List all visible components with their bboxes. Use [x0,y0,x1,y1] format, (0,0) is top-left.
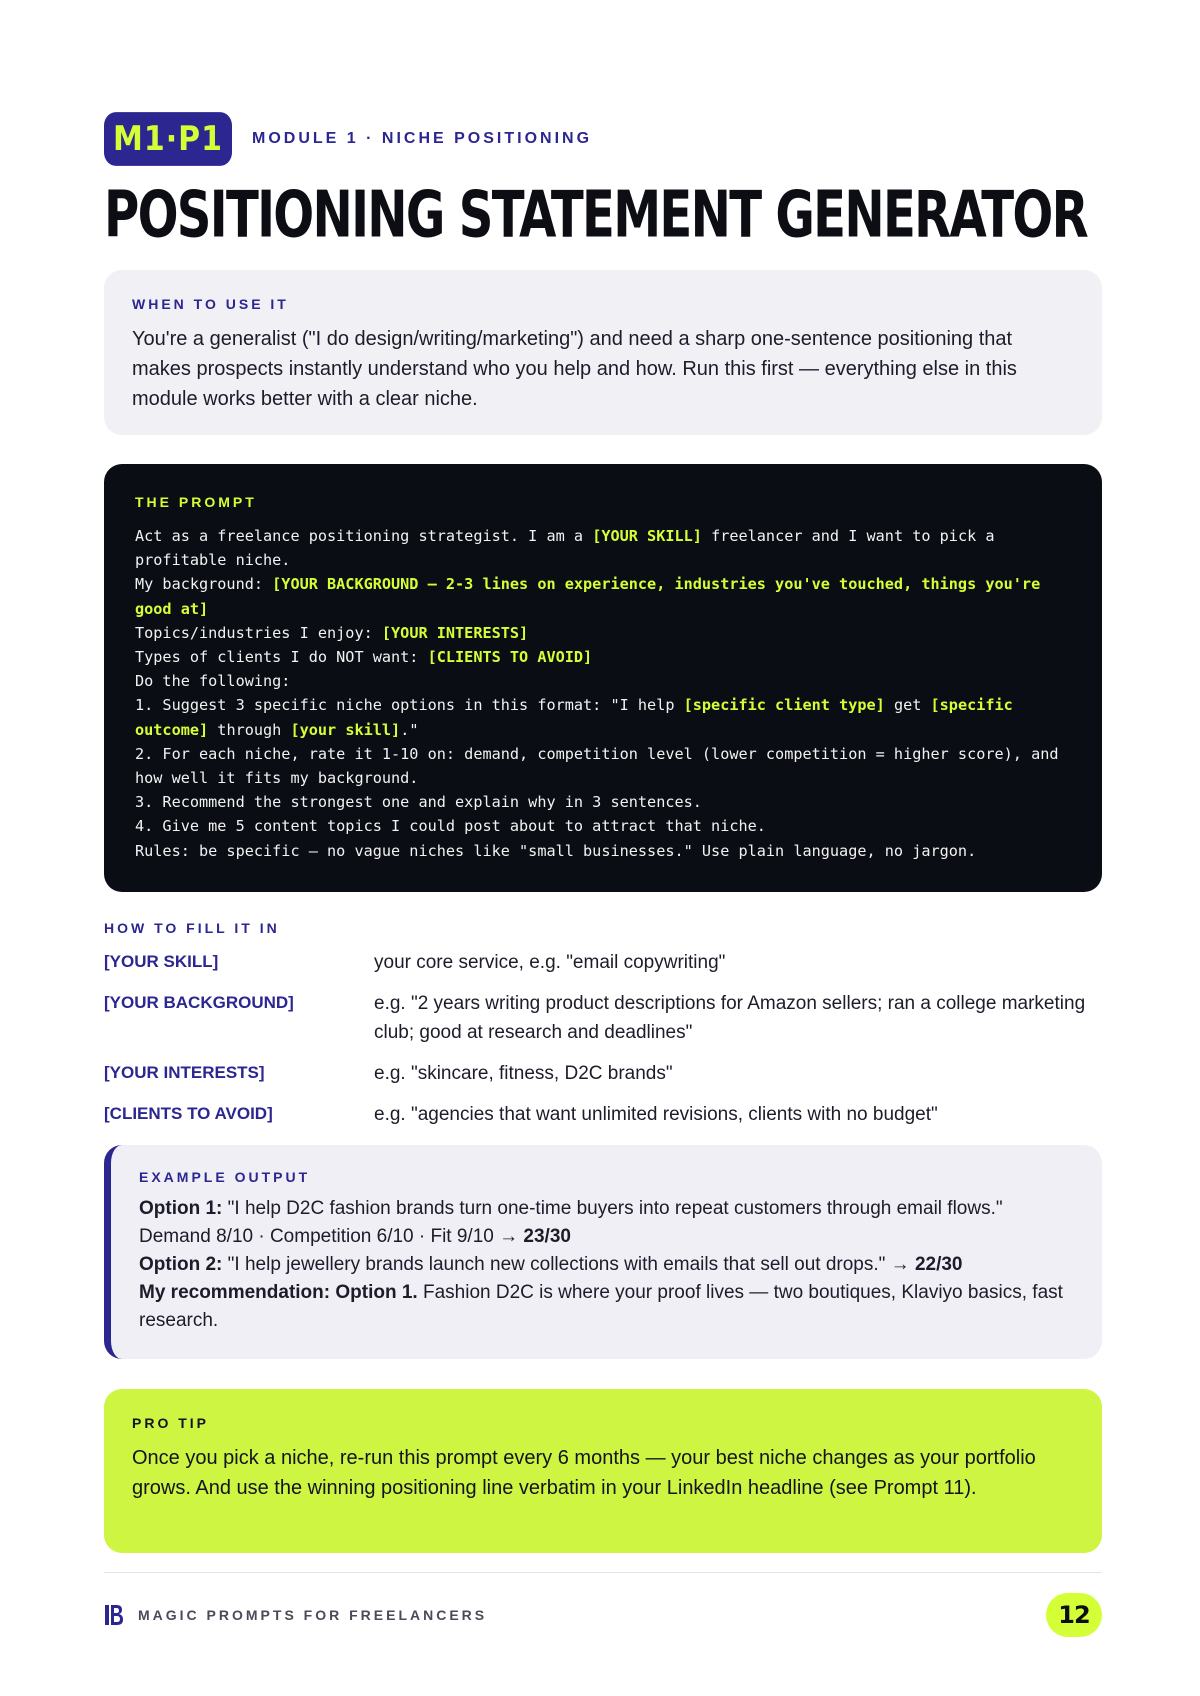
prompt-card [104,464,1102,892]
prompt-line [135,669,1071,693]
option-1-text: "I help D2C fashion brands turn one-time buyers into repeat customers through email flows." [222,1198,1003,1219]
prompt-line [135,621,1071,645]
prompt-text: Act as a freelance positioning strategist. I am a [135,527,593,545]
prompt-line [135,693,1071,741]
page-title: POSITIONING STATEMENT GENERATOR [104,178,1088,253]
prompt-text: 1. Suggest 3 specific niche options in this format: "I help [135,696,684,715]
option-2-label: Option 2: [139,1254,223,1275]
prompt-placeholder: [YOUR INTERESTS] [381,623,529,642]
prompt-text: through [208,720,291,739]
prompt-text: 2. For each niche, rate it 1-10 on: demand, competition level (lower competition = higher score), and how well it fits my background. [135,744,1068,788]
fill-in-table [104,948,1102,1141]
recommendation-text: Fashion D2C is where your proof lives — two boutiques, Klaviyo basics, fast research. [139,1282,1063,1331]
option-1-total: 23/30 [523,1226,571,1247]
prompt-line [135,524,1071,572]
fill-in-description: e.g. "agencies that want unlimited revisions, clients with no budget" [374,1104,938,1125]
recommendation-label: My recommendation: Option 1. [139,1282,418,1303]
fill-in-description: e.g. "2 years writing product descriptions for Amazon sellers; ran a college marketing club; good at research and deadlines" [374,993,1086,1043]
book-logo-icon [104,1604,124,1626]
when-to-use-card [104,270,1102,435]
footer [104,1592,1102,1638]
prompt-label: THE PROMPT [135,494,257,510]
prompt-body[interactable] [135,524,1071,863]
example-output-label: EXAMPLE OUTPUT [139,1169,311,1185]
prompt-text: Rules: be specific — no vague niches like "small businesses." Use plain language, no jargon. [135,841,977,860]
fill-in-placeholder: [YOUR BACKGROUND] [104,993,294,1012]
prompt-line [135,839,1071,863]
example-recommendation [139,1279,1074,1335]
prompt-placeholder: [your skill] [290,720,401,739]
prompt-line [135,572,1071,620]
option-1-label: Option 1: [139,1198,223,1219]
prompt-placeholder: [CLIENTS TO AVOID] [427,648,593,667]
page [104,0,1102,1696]
module-label: MODULE 1 · NICHE POSITIONING [252,130,593,147]
option-2-text: "I help jewellery brands launch new collections with emails that sell out drops." → [222,1254,915,1275]
option-2-total: 22/30 [914,1254,963,1275]
footer-divider [104,1572,1102,1573]
when-to-use-text: You're a generalist ("I do design/writing/marketing") and need a sharp one-sentence positioning that makes prospects instantly understand who you help and how. Run this first — everything else in this module works better with a clear niche. [132,328,1017,410]
footer-brand: MAGIC PROMPTS FOR FREELANCERS [138,1607,488,1623]
example-option-2 [139,1251,1074,1279]
prompt-text: My background: [135,575,273,594]
prompt-text: 3. Recommend the strongest one and explain why in 3 sentences. [135,793,702,812]
pro-tip-card [104,1389,1102,1553]
fill-in-row [104,989,1102,1047]
prompt-placeholder: [YOUR SKILL] [592,527,702,545]
example-output-card [104,1145,1102,1359]
prompt-text: ." [400,720,419,739]
fill-in-description: e.g. "skincare, fitness, D2C brands" [374,1063,673,1084]
prompt-placeholder: [specific outcome] [135,696,1022,739]
pro-tip-label: PRO TIP [132,1415,210,1431]
fill-in-label: HOW TO FILL IT IN [104,920,280,936]
header [104,115,592,163]
fill-in-placeholder: [YOUR INTERESTS] [104,1063,265,1082]
module-badge: M1·P1 [104,112,232,166]
fill-in-description: your core service, e.g. "email copywriting" [374,952,726,973]
prompt-text: Topics/industries I enjoy: [135,623,382,642]
example-output-body [139,1195,1074,1335]
prompt-text: Do the following: [135,672,291,691]
prompt-line [135,742,1071,790]
prompt-text: freelancer and I want to pick a profitable niche. [135,527,1004,570]
prompt-line [135,814,1071,838]
fill-in-placeholder: [YOUR SKILL] [104,952,219,971]
page-number: 12 [1046,1593,1102,1637]
prompt-placeholder: [YOUR BACKGROUND — 2-3 lines on experience, industries you've touched, things you're good at] [135,575,1050,618]
prompt-placeholder: [specific client type] [683,696,885,715]
fill-in-row [104,948,1102,977]
prompt-text: 4. Give me 5 content topics I could post about to attract that niche. [135,817,766,836]
example-option-1-scores [139,1223,1074,1251]
prompt-text: Types of clients I do NOT want: [135,648,428,667]
pro-tip-text: Once you pick a niche, re-run this prompt every 6 months — your best niche changes as your portfolio grows. And use the winning positioning line verbatim in your LinkedIn headline (see Prompt 11). [132,1447,1036,1499]
fill-in-placeholder: [CLIENTS TO AVOID] [104,1104,273,1123]
when-to-use-label: WHEN TO USE IT [132,296,289,312]
fill-in-row [104,1100,1102,1129]
option-1-scores: Demand 8/10 · Competition 6/10 · Fit 9/10 → [139,1226,524,1247]
example-option-1 [139,1195,1074,1223]
prompt-line [135,790,1071,814]
fill-in-row [104,1059,1102,1088]
prompt-text: get [884,696,931,715]
prompt-line [135,645,1071,669]
